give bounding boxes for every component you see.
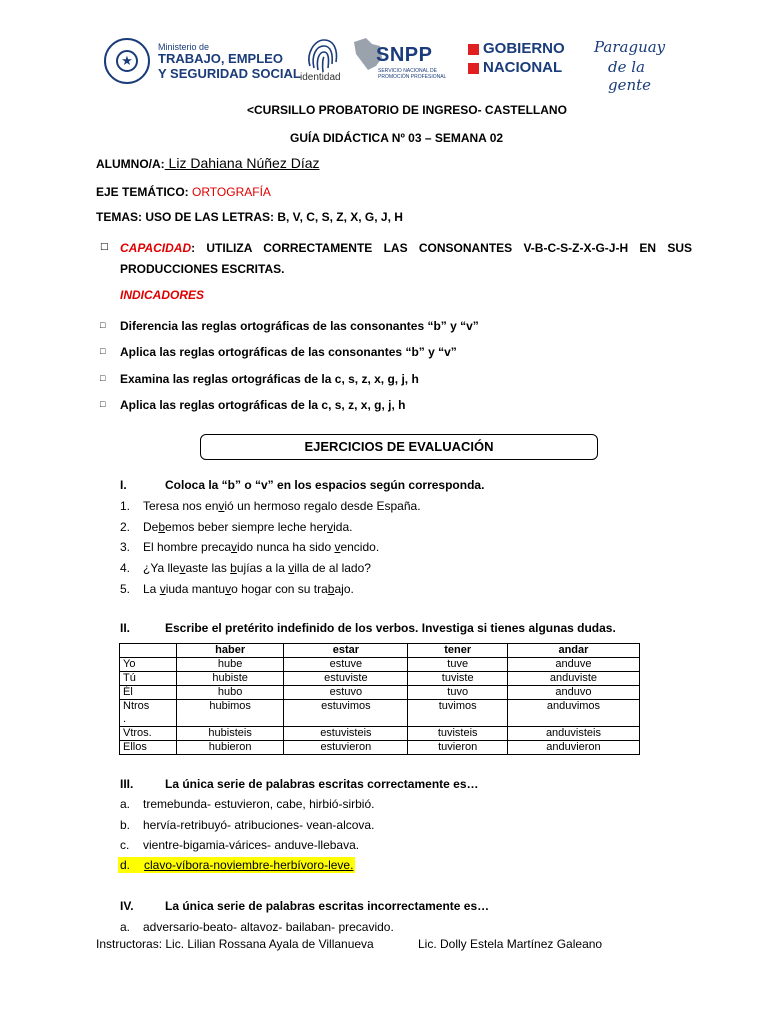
identity-label: identidad xyxy=(300,72,341,83)
verb-form-cell: estuvisteis xyxy=(284,727,408,741)
exercise-sentence: Teresa nos envió un hermoso regalo desde España. xyxy=(143,499,421,513)
section3-number: III. xyxy=(120,777,134,791)
exercise-number: 5. xyxy=(120,582,131,596)
verb-form-cell: hubisteis xyxy=(177,727,284,741)
student-name: Liz Dahiana Núñez Díaz xyxy=(164,155,320,171)
section4-number: IV. xyxy=(120,899,134,913)
table-header-cell: estar xyxy=(284,644,408,658)
table-header-cell xyxy=(120,644,177,658)
table-row xyxy=(120,700,640,727)
gov-square-icon xyxy=(468,63,479,74)
exercise-number: 4. xyxy=(120,561,131,575)
pronoun-cell: Tú xyxy=(120,672,177,686)
student-label: ALUMNO/A: xyxy=(96,157,165,171)
verb-form-cell: anduviste xyxy=(507,672,639,686)
option-letter: d. xyxy=(120,858,131,872)
table-row xyxy=(120,686,640,700)
verb-form-cell: hubimos xyxy=(177,700,284,727)
verb-form-cell: anduvisteis xyxy=(507,727,639,741)
verb-form-cell: hube xyxy=(177,658,284,672)
verb-form-cell: estuvimos xyxy=(284,700,408,727)
option-text: clavo-víbora-noviembre-herbívoro-leve. xyxy=(144,858,354,872)
highlighted-answer xyxy=(118,857,355,873)
bullet-icon: □ xyxy=(100,320,106,330)
table-header-cell: andar xyxy=(507,644,639,658)
exercise-sentence: Debemos beber siempre leche hervida. xyxy=(143,520,353,534)
table-row xyxy=(120,741,640,755)
exercise-sentence: La viuda mantuvo hogar con su trabajo. xyxy=(143,582,354,596)
slogan-line2: de la gente xyxy=(608,58,652,94)
gov-line1: GOBIERNO xyxy=(483,40,565,57)
table-row xyxy=(120,658,640,672)
table-header-row xyxy=(120,644,640,658)
verb-form-cell: estuvieron xyxy=(284,741,408,755)
verb-form-cell: hubo xyxy=(177,686,284,700)
verb-form-cell: tuvisteis xyxy=(408,727,507,741)
ministry-small-label: Ministerio de xyxy=(158,42,210,52)
verb-form-cell: tuvieron xyxy=(408,741,507,755)
ministry-name-line2: Y SEGURIDAD SOCIAL xyxy=(158,66,301,81)
doc-title: <CURSILLO PROBATORIO DE INGRESO- CASTELLANO xyxy=(247,103,567,117)
verb-conjugation-table xyxy=(119,643,640,755)
pronoun-cell: Vtros. xyxy=(120,727,177,741)
table-row xyxy=(120,672,640,686)
exercise-number: 2. xyxy=(120,520,131,534)
doc-subtitle: GUÍA DIDÁCTICA Nº 03 – SEMANA 02 xyxy=(290,131,504,145)
exercise-number: 3. xyxy=(120,540,131,554)
verb-form-cell: anduve xyxy=(507,658,639,672)
pronoun-cell: Ntros . xyxy=(120,700,177,727)
verb-form-cell: anduvieron xyxy=(507,741,639,755)
evaluation-title-box: EJERCICIOS DE EVALUACIÓN xyxy=(200,434,598,460)
indicator-item: Aplica las reglas ortográficas de la c, s, z, x, g, j, h xyxy=(120,398,406,412)
table-row xyxy=(120,727,640,741)
section2-number: II. xyxy=(120,621,131,635)
verb-form-cell: anduvo xyxy=(507,686,639,700)
ministry-seal-icon: ★ xyxy=(104,38,150,84)
verb-form-cell: tuvimos xyxy=(408,700,507,727)
fingerprint-icon xyxy=(304,36,340,76)
bullet-icon: □ xyxy=(100,399,106,409)
capacity-label: CAPACIDAD xyxy=(120,241,192,255)
verb-form-cell: estuviste xyxy=(284,672,408,686)
exercise-sentence: El hombre precavido nunca ha sido vencido. xyxy=(143,540,380,554)
footer-instructor-2: Lic. Dolly Estela Martínez Galeano xyxy=(418,937,603,951)
option-letter: a. xyxy=(120,797,131,811)
verb-form-cell: estuvo xyxy=(284,686,408,700)
option-letter: c. xyxy=(120,838,130,852)
exercise-sentence: ¿Ya llevaste las bujías a la villa de al lado? xyxy=(143,561,371,575)
header-logos xyxy=(96,30,686,94)
theme-value: ORTOGRAFÍA xyxy=(192,185,271,199)
topics-line: TEMAS: USO DE LAS LETRAS: B, V, C, S, Z, X, G, J, H xyxy=(96,210,403,224)
footer-instructor-1: Instructoras: Lic. Lilian Rossana Ayala de Villanueva xyxy=(96,937,374,951)
pronoun-cell: Ellos xyxy=(120,741,177,755)
gov-square-icon xyxy=(468,44,479,55)
indicator-item: Aplica las reglas ortográficas de las consonantes “b” y “v” xyxy=(120,345,457,359)
pronoun-cell: Él xyxy=(120,686,177,700)
option-letter: b. xyxy=(120,818,131,832)
indicator-item: Diferencia las reglas ortográficas de las consonantes “b” y “v” xyxy=(120,319,479,333)
indicators-heading: INDICADORES xyxy=(120,288,205,302)
section1-number: I. xyxy=(120,478,127,492)
verb-form-cell: tuvo xyxy=(408,686,507,700)
snpp-subtitle: SERVICIO NACIONAL DE PROMOCIÓN PROFESIONAL xyxy=(378,68,447,80)
verb-form-cell: hubiste xyxy=(177,672,284,686)
bullet-icon: □ xyxy=(100,242,109,252)
pronoun-cell: Yo xyxy=(120,658,177,672)
table-header-cell: haber xyxy=(177,644,284,658)
section2-instruction: Escribe el pretérito indefinido de los verbos. Investiga si tienes algunas dudas. xyxy=(165,621,616,635)
option-text: hervía-retribuyó- atribuciones- vean-alcova. xyxy=(143,818,375,832)
verb-form-cell: tuviste xyxy=(408,672,507,686)
gov-line2: NACIONAL xyxy=(483,59,563,76)
verb-form-cell: anduvimos xyxy=(507,700,639,727)
option-letter: a. xyxy=(120,920,131,934)
slogan-line1: Paraguay xyxy=(594,38,666,56)
ministry-name-line1: TRABAJO, EMPLEO xyxy=(158,51,283,66)
section1-instruction: Coloca la “b” o “v” en los espacios según corresponda. xyxy=(165,478,485,492)
bullet-icon: □ xyxy=(100,346,106,356)
snpp-logo-text: SNPP xyxy=(376,44,433,66)
option-text: tremebunda- estuvieron, cabe, hirbió-sirbió. xyxy=(143,797,375,811)
capacity-line2: PRODUCCIONES ESCRITAS. xyxy=(120,262,285,276)
theme-label: EJE TEMÁTICO: xyxy=(96,185,193,199)
verb-form-cell: estuve xyxy=(284,658,408,672)
theme-line xyxy=(96,185,271,199)
exercise-number: 1. xyxy=(120,499,131,513)
capacity-line1 xyxy=(120,241,692,255)
section4-instruction: La única serie de palabras escritas incorrectamente es… xyxy=(165,899,490,913)
option-text: adversario-beato- altavoz- bailaban- precavido. xyxy=(143,920,394,934)
table-header-cell: tener xyxy=(408,644,507,658)
section3-instruction: La única serie de palabras escritas correctamente es… xyxy=(165,777,479,791)
indicator-item: Examina las reglas ortográficas de la c, s, z, x, g, j, h xyxy=(120,372,419,386)
student-line xyxy=(96,155,320,171)
verb-form-cell: hubieron xyxy=(177,741,284,755)
capacity-text: : UTILIZA CORRECTAMENTE LAS CONSONANTES V-B-C-S-Z-X-G-J-H EN SUS xyxy=(191,241,692,255)
verb-form-cell: tuve xyxy=(408,658,507,672)
bullet-icon: □ xyxy=(100,373,106,383)
option-text: vientre-bigamia-várices- anduve-llebava. xyxy=(143,838,360,852)
